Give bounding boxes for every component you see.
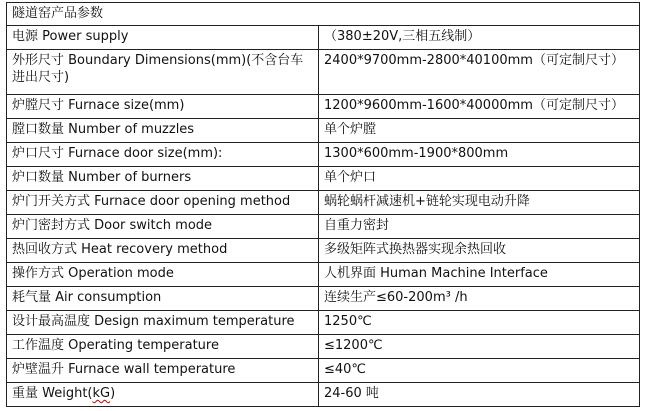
table-row [7,239,640,263]
param-label: 工作温度 Operating temperature [7,335,319,359]
param-value: ≤40℃ [319,359,640,383]
table-row [7,167,640,191]
table-row [7,311,640,335]
param-value: 单个炉膛 [319,119,640,143]
param-value: 单个炉口 [319,167,640,191]
param-label: 操作方式 Operation mode [7,263,319,287]
table-row [7,95,640,119]
param-value: （380±20V,三相五线制） [319,26,640,50]
param-label: 外形尺寸 Boundary Dimensions(mm)(不含台车进出尺寸) [7,50,319,95]
table-row [7,359,640,383]
table-title-row [7,3,640,26]
param-label: 炉口尺寸 Furnace door size(mm): [7,143,319,167]
weight-unit-spellcheck: kG [92,386,111,401]
param-label [7,383,319,407]
param-label: 电源 Power supply [7,26,319,50]
table-row [7,191,640,215]
table-row [7,383,640,407]
param-label: 耗气量 Air consumption [7,287,319,311]
param-value: 1200*9600mm-1600*40000mm（可定制尺寸） [319,95,640,119]
table-row [7,119,640,143]
weight-label-suffix: ) [110,386,116,401]
param-label: 膛口数量 Number of muzzles [7,119,319,143]
param-label: 炉门开关方式 Furnace door opening method [7,191,319,215]
param-value: ≤1200℃ [319,335,640,359]
param-label: 设计最高温度 Design maximum temperature [7,311,319,335]
table-row [7,26,640,50]
param-value: 24-60 吨 [319,383,640,407]
table-row [7,263,640,287]
product-spec-table [6,2,640,407]
table-title: 隧道窑产品参数 [7,3,640,26]
param-value: 多级矩阵式换热器实现余热回收 [319,239,640,263]
param-value: 1250℃ [319,311,640,335]
param-value: 1300*600mm-1900*800mm [319,143,640,167]
param-label: 炉门密封方式 Door switch mode [7,215,319,239]
table-row [7,143,640,167]
param-value: 连续生产≤60-200m³ /h [319,287,640,311]
param-label: 炉膛尺寸 Furnace size(mm) [7,95,319,119]
param-label: 炉口数量 Number of burners [7,167,319,191]
param-value: 2400*9700mm-2800*40100mm（可定制尺寸） [319,50,640,95]
param-label: 热回收方式 Heat recovery method [7,239,319,263]
param-value: 自重力密封 [319,215,640,239]
table-row [7,335,640,359]
table-row [7,287,640,311]
param-label: 炉壁温升 Furnace wall temperature [7,359,319,383]
param-value: 蜗轮蜗杆减速机+链轮实现电动升降 [319,191,640,215]
table-row [7,215,640,239]
param-value: 人机界面 Human Machine Interface [319,263,640,287]
weight-label-prefix: 重量 Weight( [12,386,93,401]
table-row [7,50,640,95]
